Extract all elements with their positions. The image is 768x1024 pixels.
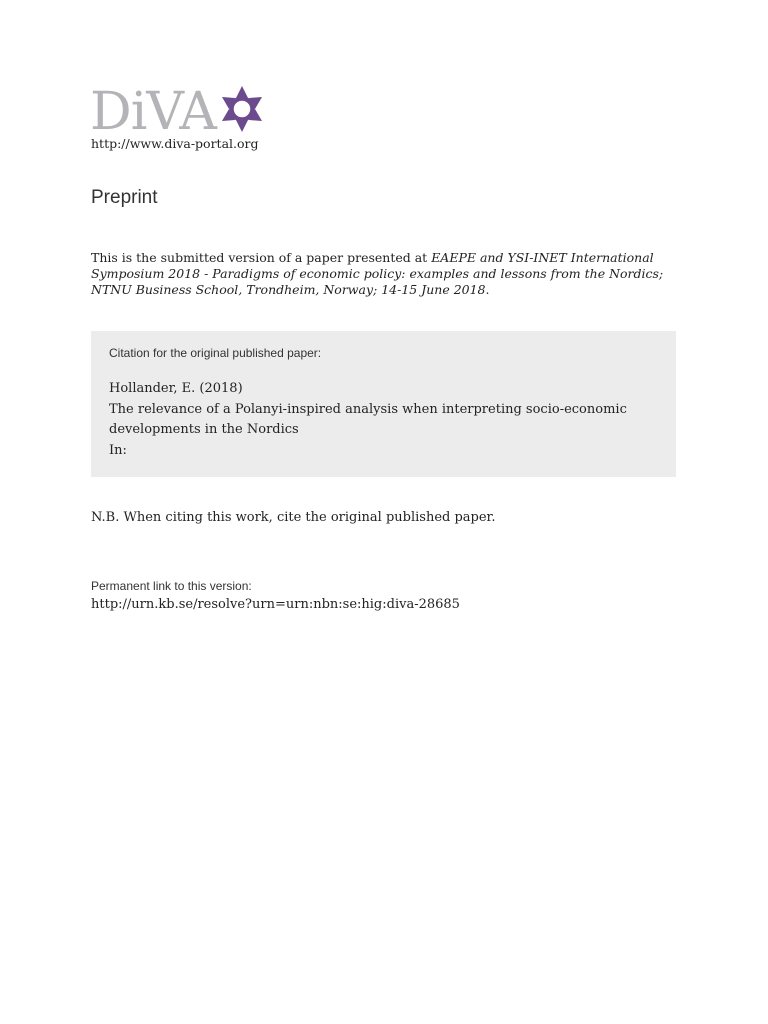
citation-in-label: In: [109,442,127,458]
citation-box [91,331,676,477]
permanent-link-url[interactable]: http://urn.kb.se/resolve?urn=urn:nbn:se:hig:diva-28685 [91,597,460,612]
submission-suffix: . [485,282,490,297]
submission-statement [91,250,681,298]
conference-venue: EAEPE and YSI-INET International Symposium 2018 - Paradigms of economic policy: examples and lessons from the Nordics; NTNU Business School, Trondheim, Norway; 14-15 June 2018 [91,250,664,297]
document-type-heading: Preprint [91,187,158,208]
citation-note: N.B. When citing this work, cite the original published paper. [91,510,496,525]
submission-prefix: This is the submitted version of a paper presented at [91,250,432,265]
citation-title-line-1: The relevance of a Polanyi-inspired analysis when interpreting socio-economic [109,401,627,417]
citation-body [109,379,659,461]
citation-author-year: Hollander, E. (2018) [109,381,243,396]
star-icon [217,84,267,134]
logo-text: DiVA [90,82,216,142]
diva-portal-link[interactable]: http://www.diva-portal.org [91,136,259,151]
diva-logo [90,82,267,142]
citation-label: Citation for the original published paper: [109,346,322,360]
citation-title-line-2: developments in the Nordics [109,422,299,437]
permanent-link-label: Permanent link to this version: [91,579,252,593]
